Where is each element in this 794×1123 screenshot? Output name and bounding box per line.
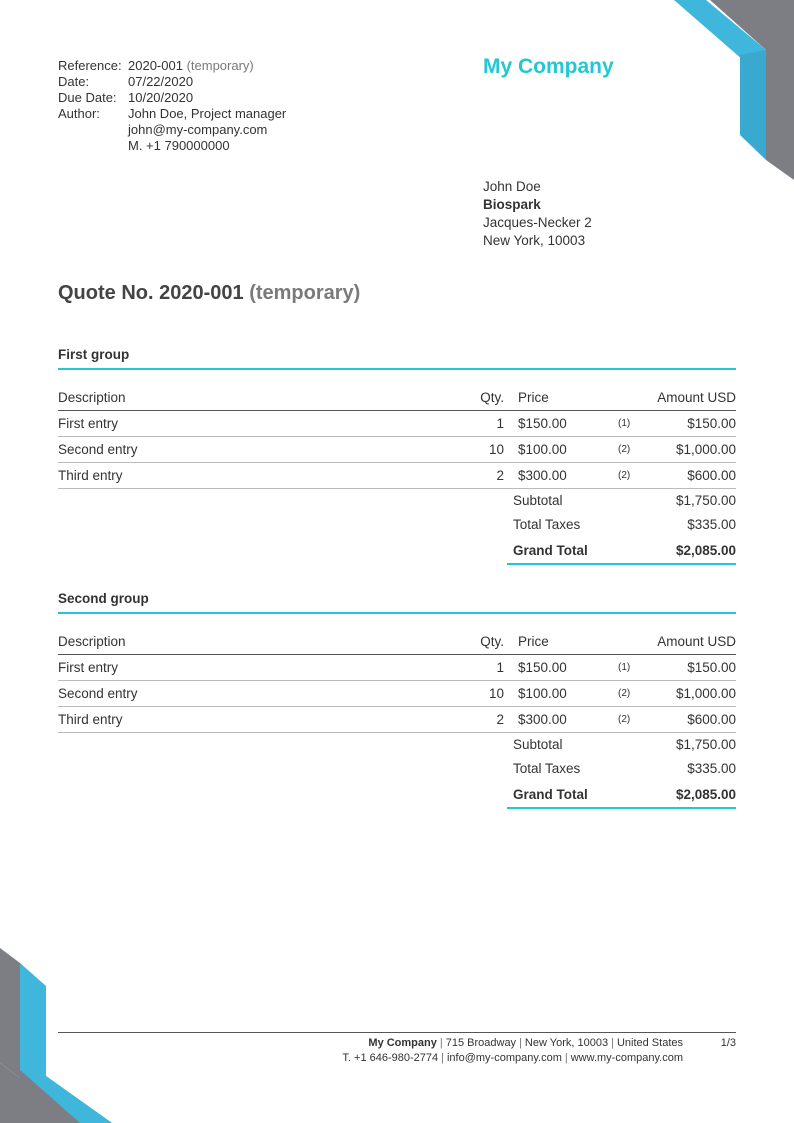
footer-contact	[342, 1036, 683, 1066]
corner-decoration-bottom-left	[0, 948, 112, 1123]
row-tax-note: (2)	[618, 463, 644, 489]
group-title: Second group	[58, 591, 736, 614]
meta-due-date	[58, 90, 286, 106]
footer-website[interactable]: www.my-company.com	[570, 1052, 683, 1064]
column-qty: Qty.	[470, 385, 512, 411]
column-amount: Amount USD	[644, 629, 736, 655]
column-qty: Qty.	[470, 629, 512, 655]
meta-author	[58, 106, 286, 154]
quote-group-1	[58, 347, 736, 565]
row-qty: 1	[470, 411, 512, 437]
table-header-row	[58, 385, 736, 411]
meta-reference	[58, 58, 286, 74]
footer-contact-line: T. +1 646-980-2774 | info@my-company.com | www.my-company.com	[342, 1052, 683, 1064]
meta-reference-note: (temporary)	[186, 58, 254, 73]
table-row	[58, 681, 736, 707]
quote-note: (temporary)	[249, 282, 361, 304]
column-description: Description	[58, 629, 470, 655]
meta-author-name: John Doe, Project manager	[128, 106, 287, 121]
taxes-value: $335.00	[687, 517, 736, 532]
meta-author-phone: M. +1 790000000	[128, 138, 230, 153]
recipient-city: New York, 10003	[483, 233, 586, 248]
footer-company: My Company	[368, 1037, 437, 1049]
meta-author-email: john@my-company.com	[128, 122, 268, 137]
meta-date-label: Date:	[58, 74, 90, 89]
row-tax-note: (2)	[618, 707, 644, 733]
row-amount: $150.00	[644, 655, 736, 681]
row-qty: 2	[470, 463, 512, 489]
row-amount: $600.00	[644, 707, 736, 733]
column-price: Price	[512, 385, 618, 411]
group-title: First group	[58, 347, 736, 370]
row-tax-note: (1)	[618, 411, 644, 437]
column-description: Description	[58, 385, 470, 411]
totals-block	[507, 733, 736, 809]
row-description: Third entry	[58, 463, 470, 489]
recipient-street: Jacques-Necker 2	[483, 215, 592, 230]
grand-total-value: $2,085.00	[675, 543, 736, 558]
quote-title	[58, 282, 360, 305]
row-price: $300.00	[512, 463, 618, 489]
row-amount: $600.00	[644, 463, 736, 489]
row-description: First entry	[58, 655, 470, 681]
subtotal-value: $1,750.00	[675, 737, 736, 752]
row-amount: $150.00	[644, 411, 736, 437]
column-note	[618, 629, 644, 655]
row-amount: $1,000.00	[644, 681, 736, 707]
row-qty: 1	[470, 655, 512, 681]
row-tax-note: (1)	[618, 655, 644, 681]
table-row	[58, 463, 736, 489]
quote-group-2	[58, 591, 736, 809]
grand-total-row	[507, 537, 736, 565]
company-logo: My Company	[483, 55, 614, 78]
recipient-address	[483, 178, 592, 250]
meta-reference-value: 2020-001 (temporary)	[128, 58, 254, 73]
taxes-row	[507, 513, 736, 537]
recipient-name: John Doe	[483, 179, 541, 194]
row-price: $100.00	[512, 681, 618, 707]
column-amount: Amount USD	[644, 385, 736, 411]
column-price: Price	[512, 629, 618, 655]
row-amount: $1,000.00	[644, 437, 736, 463]
meta-due-value: 10/20/2020	[128, 90, 194, 105]
page-footer	[58, 1032, 736, 1064]
row-price: $100.00	[512, 437, 618, 463]
table-header-row	[58, 629, 736, 655]
totals-block	[507, 489, 736, 565]
row-qty: 10	[470, 681, 512, 707]
taxes-label: Total Taxes	[513, 761, 581, 776]
row-price: $300.00	[512, 707, 618, 733]
row-description: First entry	[58, 411, 470, 437]
row-description: Second entry	[58, 437, 470, 463]
row-tax-note: (2)	[618, 437, 644, 463]
taxes-row	[507, 757, 736, 781]
page-number: 1/3	[720, 1037, 736, 1049]
subtotal-value: $1,750.00	[675, 493, 736, 508]
meta-due-label: Due Date:	[58, 90, 117, 105]
table-row	[58, 437, 736, 463]
row-description: Second entry	[58, 681, 470, 707]
table-row	[58, 707, 736, 733]
subtotal-label: Subtotal	[513, 493, 563, 508]
footer-street: 715 Broadway	[445, 1037, 517, 1049]
table-row	[58, 411, 736, 437]
line-items-table	[58, 385, 736, 489]
row-qty: 10	[470, 437, 512, 463]
footer-city: New York, 10003	[524, 1037, 609, 1049]
taxes-label: Total Taxes	[513, 517, 581, 532]
column-note	[618, 385, 644, 411]
grand-total-label: Grand Total	[513, 787, 588, 802]
meta-author-label: Author:	[58, 106, 100, 121]
line-items-table	[58, 629, 736, 733]
grand-total-value: $2,085.00	[675, 787, 736, 802]
row-qty: 2	[470, 707, 512, 733]
taxes-value: $335.00	[687, 761, 736, 776]
quote-number: Quote No. 2020-001	[58, 282, 244, 304]
row-tax-note: (2)	[618, 681, 644, 707]
footer-country: United States	[616, 1037, 683, 1049]
row-description: Third entry	[58, 707, 470, 733]
grand-total-row	[507, 781, 736, 809]
recipient-company: Biospark	[483, 197, 541, 212]
row-price: $150.00	[512, 411, 618, 437]
subtotal-row	[507, 489, 736, 513]
footer-email[interactable]: info@my-company.com	[446, 1052, 562, 1064]
subtotal-label: Subtotal	[513, 737, 563, 752]
footer-phone: T. +1 646-980-2774	[342, 1052, 439, 1064]
table-row	[58, 655, 736, 681]
meta-reference-label: Reference:	[58, 58, 122, 73]
row-price: $150.00	[512, 655, 618, 681]
footer-address-line: My Company | 715 Broadway | New York, 10003 | United States	[368, 1037, 683, 1049]
subtotal-row	[507, 733, 736, 757]
document-meta	[58, 58, 286, 154]
grand-total-label: Grand Total	[513, 543, 588, 558]
meta-date	[58, 74, 286, 90]
meta-date-value: 07/22/2020	[128, 74, 194, 89]
meta-author-details	[128, 106, 286, 154]
corner-decoration-top-right	[670, 0, 794, 180]
